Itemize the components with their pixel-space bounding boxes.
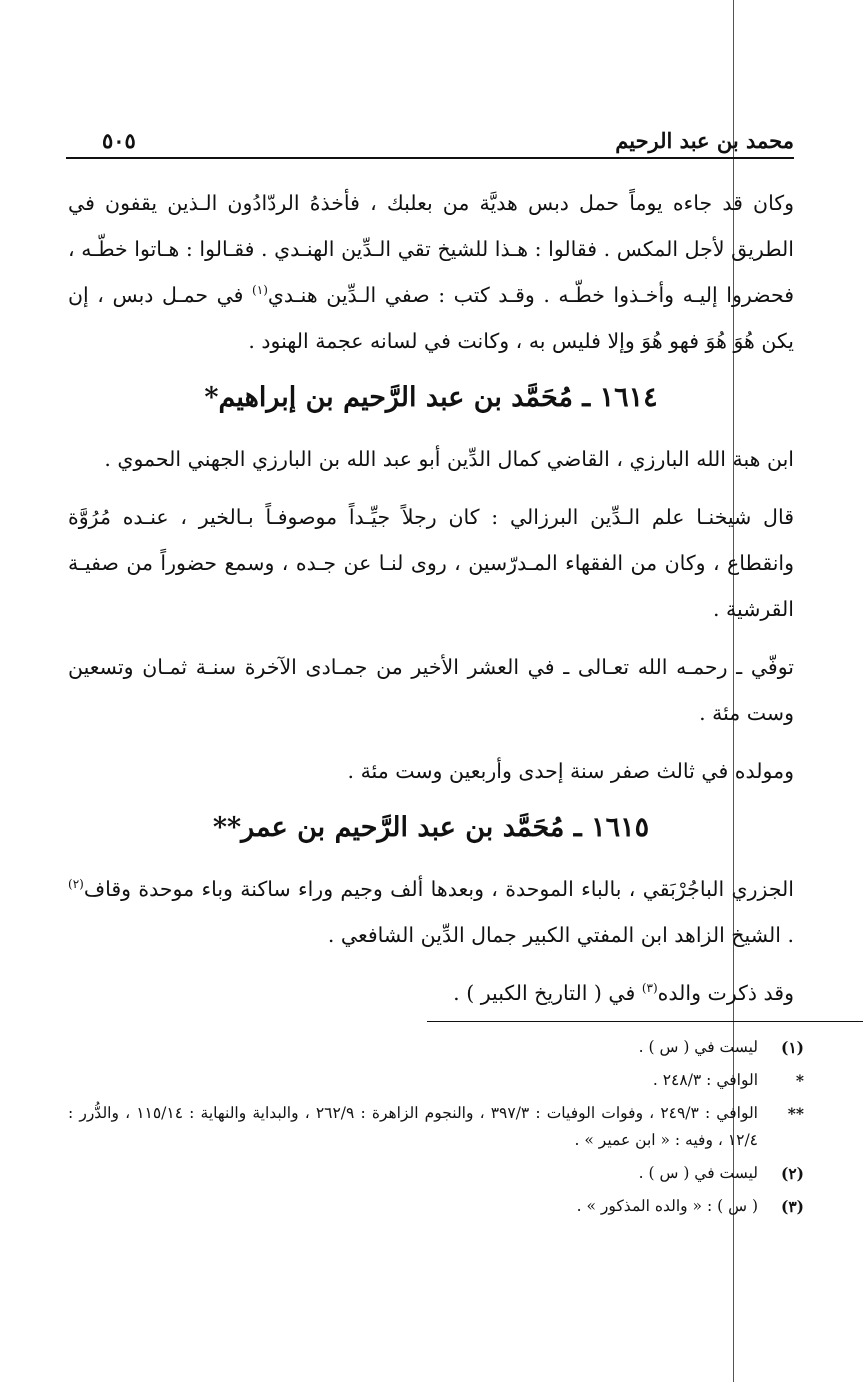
footnote-rule <box>427 1021 863 1022</box>
footnote-item <box>68 1034 804 1061</box>
entry-1614-para-1: ابن هبة الله البارزي ، القاضي كمال الدِّين أبو عبد الله بن البارزي الجهني الحموي . <box>104 447 794 471</box>
footnote-ref-2: (٢) <box>68 877 84 892</box>
footnote-item <box>68 1100 804 1154</box>
intro-paragraph-text: وكان قد جاءه يوماً حمل دبس هديَّة من بعلبك ، فأخذهُ الردّادُون الـذين يقفون في الطريق لأجل المكس . فقالوا : هـذا للشيخ تقي الـدِّين الهنـدي . فقـالوا : هـاتوا خطّـه ، فحضروا إليـه وأخـذوا خطّـه . وقـد كتب : صفي الـدِّين هنـدي <box>68 191 794 307</box>
entry-1615-para-2-end: في ( التاريخ الكبير ) . <box>453 981 642 1005</box>
footnote-mark: (٣) <box>780 1197 804 1216</box>
entry-heading-1614: ١٦١٤ ـ مُحَمَّد بن عبد الرَّحيم بن إبراهيم* <box>204 382 658 413</box>
running-header-title: محمد بن عبد الرحيم <box>615 128 794 153</box>
footnote-ref-3: (٣) <box>641 981 658 996</box>
entry-1614-para-2: قال شيخنـا علم الـدِّين البرزالي : كان رجلاً جيِّـداً موصوفـاً بـالخير ، عنـده مُرُوَّة وانقطاع ، وكان من الفقهاء المـدرّسين ، روى لنـا عن جـده ، وسمع حضوراً من صفيـة القرشية . <box>68 505 794 621</box>
footnote-mark: * <box>795 1071 804 1090</box>
footnote-text: الوافي : ٢٤٨/٣ . <box>652 1071 758 1089</box>
entry-1615-para-2-text: وقد ذكرت والده <box>657 981 794 1005</box>
intro-paragraph-end: في حمـل دبس ، إن يكن هُوَ هُوَ فهو هُوَ وإلا فليس به ، وكانت في لسانه عجمة الهنود . <box>68 283 794 353</box>
entry-1615-para-1-text: الجزري الباجُرْبَقي ، بالباء الموحدة ، وبعدها ألف وجيم وراء ساكنة وباء موحدة وقاف <box>83 877 794 901</box>
main-text <box>68 180 794 1028</box>
footnote-text: ليست في ( س ) . <box>638 1164 758 1182</box>
entry-heading-1615: ١٦١٥ ـ مُحَمَّد بن عبد الرَّحيم بن عمر** <box>212 812 650 843</box>
page-number: ٥٠٥ <box>102 128 136 153</box>
footnote-ref-1: (١) <box>252 283 268 298</box>
footnote-mark: (٢) <box>780 1164 804 1183</box>
intro-paragraph <box>68 180 794 364</box>
header-rule <box>66 157 794 159</box>
footnote-mark: ** <box>787 1104 804 1123</box>
footnote-item <box>68 1067 804 1094</box>
footnote-mark: (١) <box>780 1038 804 1057</box>
footnote-text: ( س ) : « والده المذكور » . <box>576 1197 758 1215</box>
footnote-text: الوافي : ٢٤٩/٣ ، وفوات الوفيات : ٣٩٧/٣ ، والنجوم الزاهرة : ٢٦٢/٩ ، والبداية والنهاية : ١١٥/١٤ ، والدُّرر : ١٢/٤ ، وفيه : « ابن عمير » . <box>68 1104 758 1149</box>
footnote-item <box>68 1193 804 1220</box>
footnotes <box>68 1034 804 1226</box>
entry-1615-para-1 <box>68 866 794 958</box>
running-header <box>66 118 794 158</box>
footnote-item <box>68 1160 804 1187</box>
entry-1615-para-2 <box>68 970 794 1016</box>
footnote-text: ليست في ( س ) . <box>638 1038 758 1056</box>
entry-1614-para-3: توفّي ـ رحمـه الله تعـالى ـ في العشر الأخير من جمـادى الآخرة سنـة ثمـان وتسعين وست مئة . <box>68 655 794 725</box>
entry-1614-para-4: ومولده في ثالث صفر سنة إحدى وأربعين وست مئة . <box>347 759 794 783</box>
entry-1615-para-1-end: . الشيخ الزاهد ابن المفتي الكبير جمال الدِّين الشافعي . <box>327 923 794 947</box>
